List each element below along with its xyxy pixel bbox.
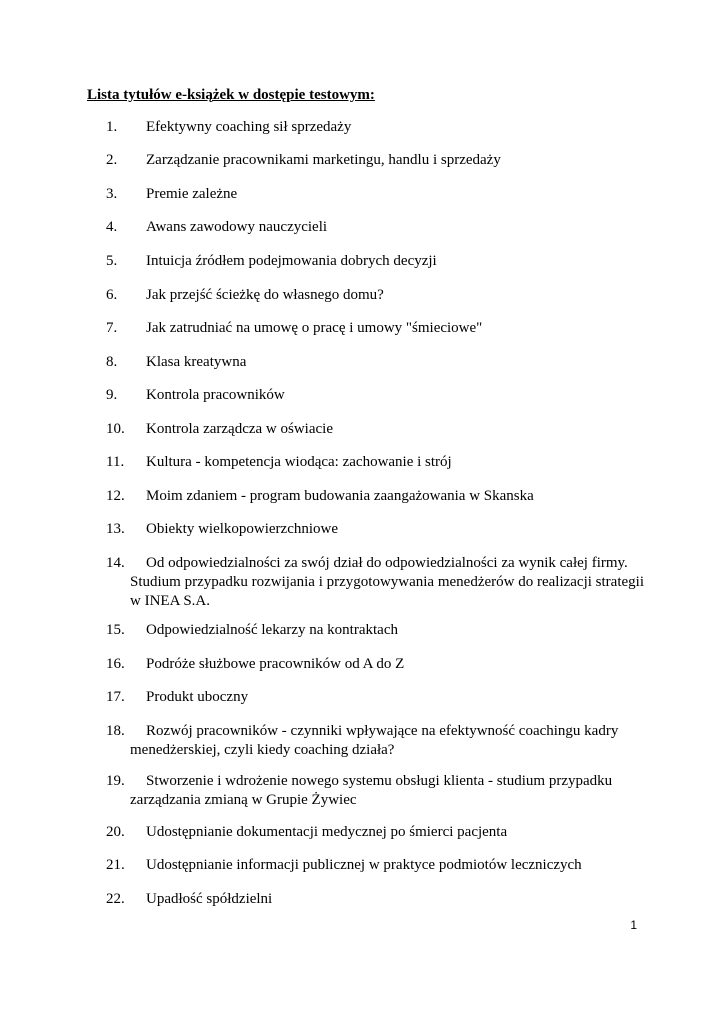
list-item-title-continuation: menedżerskiej, czyli kiedy coaching działa? <box>130 742 395 758</box>
list-item-title: Upadłość spółdzielni <box>146 891 273 907</box>
list-item-number: 7. <box>106 320 118 336</box>
document-title: Lista tytułów e-książek w dostępie testowym: <box>87 87 375 103</box>
list-item-number: 11. <box>106 454 125 470</box>
list-item-title: Kultura - kompetencja wiodąca: zachowanie i strój <box>146 454 452 470</box>
list-item-number: 13. <box>106 521 125 537</box>
list-item-number: 12. <box>106 488 125 504</box>
list-item-number: 8. <box>106 354 118 370</box>
list-item-title: Premie zależne <box>146 186 238 202</box>
list-item-title-continuation: zarządzania zmianą w Grupie Żywiec <box>130 792 357 808</box>
list-item-title: Udostępnianie informacji publicznej w praktyce podmiotów leczniczych <box>146 857 582 873</box>
list-item-title: Efektywny coaching sił sprzedaży <box>146 119 352 135</box>
list-item-number: 19. <box>106 773 125 789</box>
list-item-number: 4. <box>106 219 118 235</box>
list-item-title: Awans zawodowy nauczycieli <box>146 219 328 235</box>
list-item-title-continuation: w INEA S.A. <box>130 593 211 609</box>
list-item-title: Odpowiedzialność lekarzy na kontraktach <box>146 622 398 638</box>
list-item-title: Rozwój pracowników - czynniki wpływające na efektywność coachingu kadry <box>146 723 619 739</box>
list-item-title: Intuicja źródłem podejmowania dobrych decyzji <box>146 253 437 269</box>
list-item-number: 16. <box>106 656 125 672</box>
list-item-number: 17. <box>106 689 125 705</box>
list-item-title: Produkt uboczny <box>146 689 249 705</box>
list-item-number: 15. <box>106 622 125 638</box>
list-item-title: Udostępnianie dokumentacji medycznej po śmierci pacjenta <box>146 824 508 840</box>
list-item-title: Jak przejść ścieżkę do własnego domu? <box>146 287 384 303</box>
list-item-title: Jak zatrudniać na umowę o pracę i umowy "śmieciowe" <box>146 320 483 336</box>
list-item-number: 18. <box>106 723 125 739</box>
page-number: 1 <box>630 918 637 932</box>
list-item-number: 10. <box>106 421 125 437</box>
list-item-title: Obiekty wielkopowierzchniowe <box>146 521 339 537</box>
list-item-number: 6. <box>106 287 118 303</box>
list-item-title: Kontrola pracowników <box>146 387 285 403</box>
list-item-number: 1. <box>106 119 118 135</box>
list-item-title-continuation: Studium przypadku rozwijania i przygotowywania menedżerów do realizacji strategii <box>130 574 644 590</box>
list-item-title: Od odpowiedzialności za swój dział do odpowiedzialności za wynik całej firmy. <box>146 555 628 571</box>
list-item-title: Kontrola zarządcza w oświacie <box>146 421 333 437</box>
list-item-title: Stworzenie i wdrożenie nowego systemu obsługi klienta - studium przypadku <box>146 773 613 789</box>
list-item-number: 2. <box>106 152 118 168</box>
list-item-number: 21. <box>106 857 125 873</box>
list-item-number: 9. <box>106 387 118 403</box>
list-item-number: 5. <box>106 253 118 269</box>
list-item-number: 3. <box>106 186 118 202</box>
list-item-title: Zarządzanie pracownikami marketingu, handlu i sprzedaży <box>146 152 501 168</box>
list-item-title: Podróże służbowe pracowników od A do Z <box>146 656 405 672</box>
list-item-title: Moim zdaniem - program budowania zaangażowania w Skanska <box>146 488 534 504</box>
list-item-number: 22. <box>106 891 125 907</box>
list-item-number: 14. <box>106 555 125 571</box>
list-item-number: 20. <box>106 824 125 840</box>
list-item-title: Klasa kreatywna <box>146 354 247 370</box>
